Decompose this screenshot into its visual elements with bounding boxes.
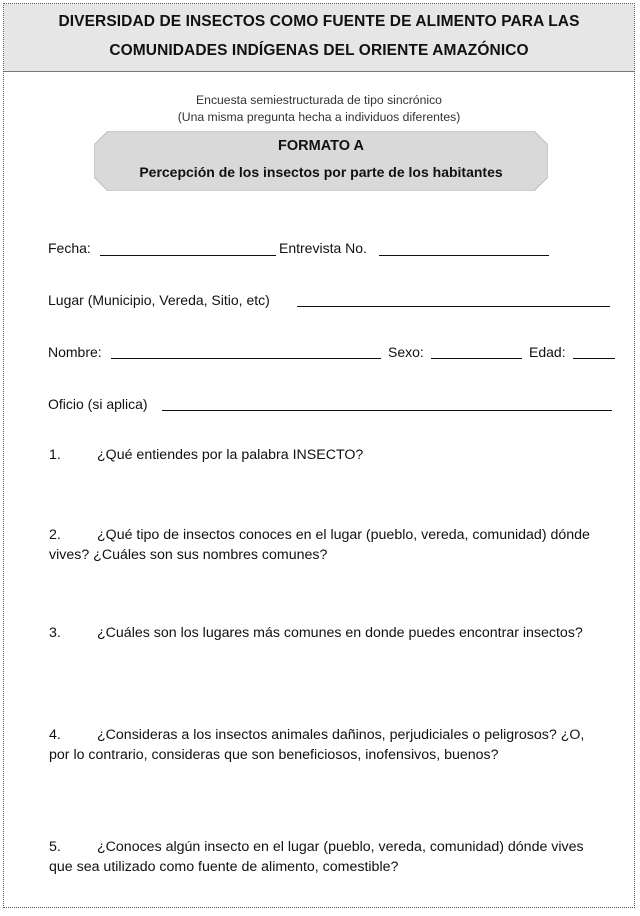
entrevista-label: Entrevista No. [279,240,367,256]
title-line-2: COMUNIDADES INDÍGENAS DEL ORIENTE AMAZÓNICO [109,42,529,59]
sexo-line[interactable] [431,358,522,359]
entrevista-line[interactable] [379,255,549,256]
oficio-label: Oficio (si aplica) [48,396,148,412]
survey-type: Encuesta semiestructurada de tipo sincrónico [196,93,442,107]
question-number: 3. [49,625,61,641]
question-text-continued: que sea utilizado como fuente de alimento, comestible? [49,859,399,875]
question-text: ¿Qué entiendes por la palabra INSECTO? [97,447,364,463]
survey-type-note: (Una misma pregunta hecha a individuos diferentes) [177,110,461,124]
question-number: 2. [49,527,61,543]
question-3 [49,623,634,643]
title-banner [4,4,634,72]
question-text: ¿Conoces algún insecto en el lugar (pueblo, vereda, comunidad) dónde vives [97,839,584,855]
format-subtitle: Percepción de los insectos por parte de los habitantes [139,164,503,180]
oficio-line[interactable] [162,410,612,411]
question-number: 4. [49,727,61,743]
question-text: ¿Cuáles son los lugares más comunes en donde puedes encontrar insectos? [97,625,583,641]
fecha-label: Fecha: [48,240,91,256]
question-number: 5. [49,839,61,855]
question-2 [49,525,634,565]
question-5 [49,837,634,877]
fecha-line[interactable] [100,255,276,256]
question-text: ¿Consideras a los insectos animales dañinos, perjudiciales o peligrosos? ¿O, [97,727,585,743]
format-box [94,131,548,191]
edad-line[interactable] [573,358,615,359]
question-4 [49,725,634,765]
sexo-label: Sexo: [388,344,424,360]
question-1 [49,445,634,465]
question-text-continued: vives? ¿Cuáles son sus nombres comunes? [49,547,328,563]
lugar-label: Lugar (Municipio, Vereda, Sitio, etc) [48,292,270,308]
question-number: 1. [49,447,61,463]
edad-label: Edad: [529,344,566,360]
nombre-label: Nombre: [48,344,102,360]
survey-page [3,3,635,908]
question-text: ¿Qué tipo de insectos conoces en el lugar (pueblo, vereda, comunidad) dónde [97,527,590,543]
format-title: FORMATO A [278,138,364,154]
title-line-1: DIVERSIDAD DE INSECTOS COMO FUENTE DE ALIMENTO PARA LAS [58,13,580,30]
lugar-line[interactable] [297,306,610,307]
question-text-continued: por lo contrario, consideras que son beneficiosos, inofensivos, buenos? [49,747,499,763]
nombre-line[interactable] [111,358,381,359]
